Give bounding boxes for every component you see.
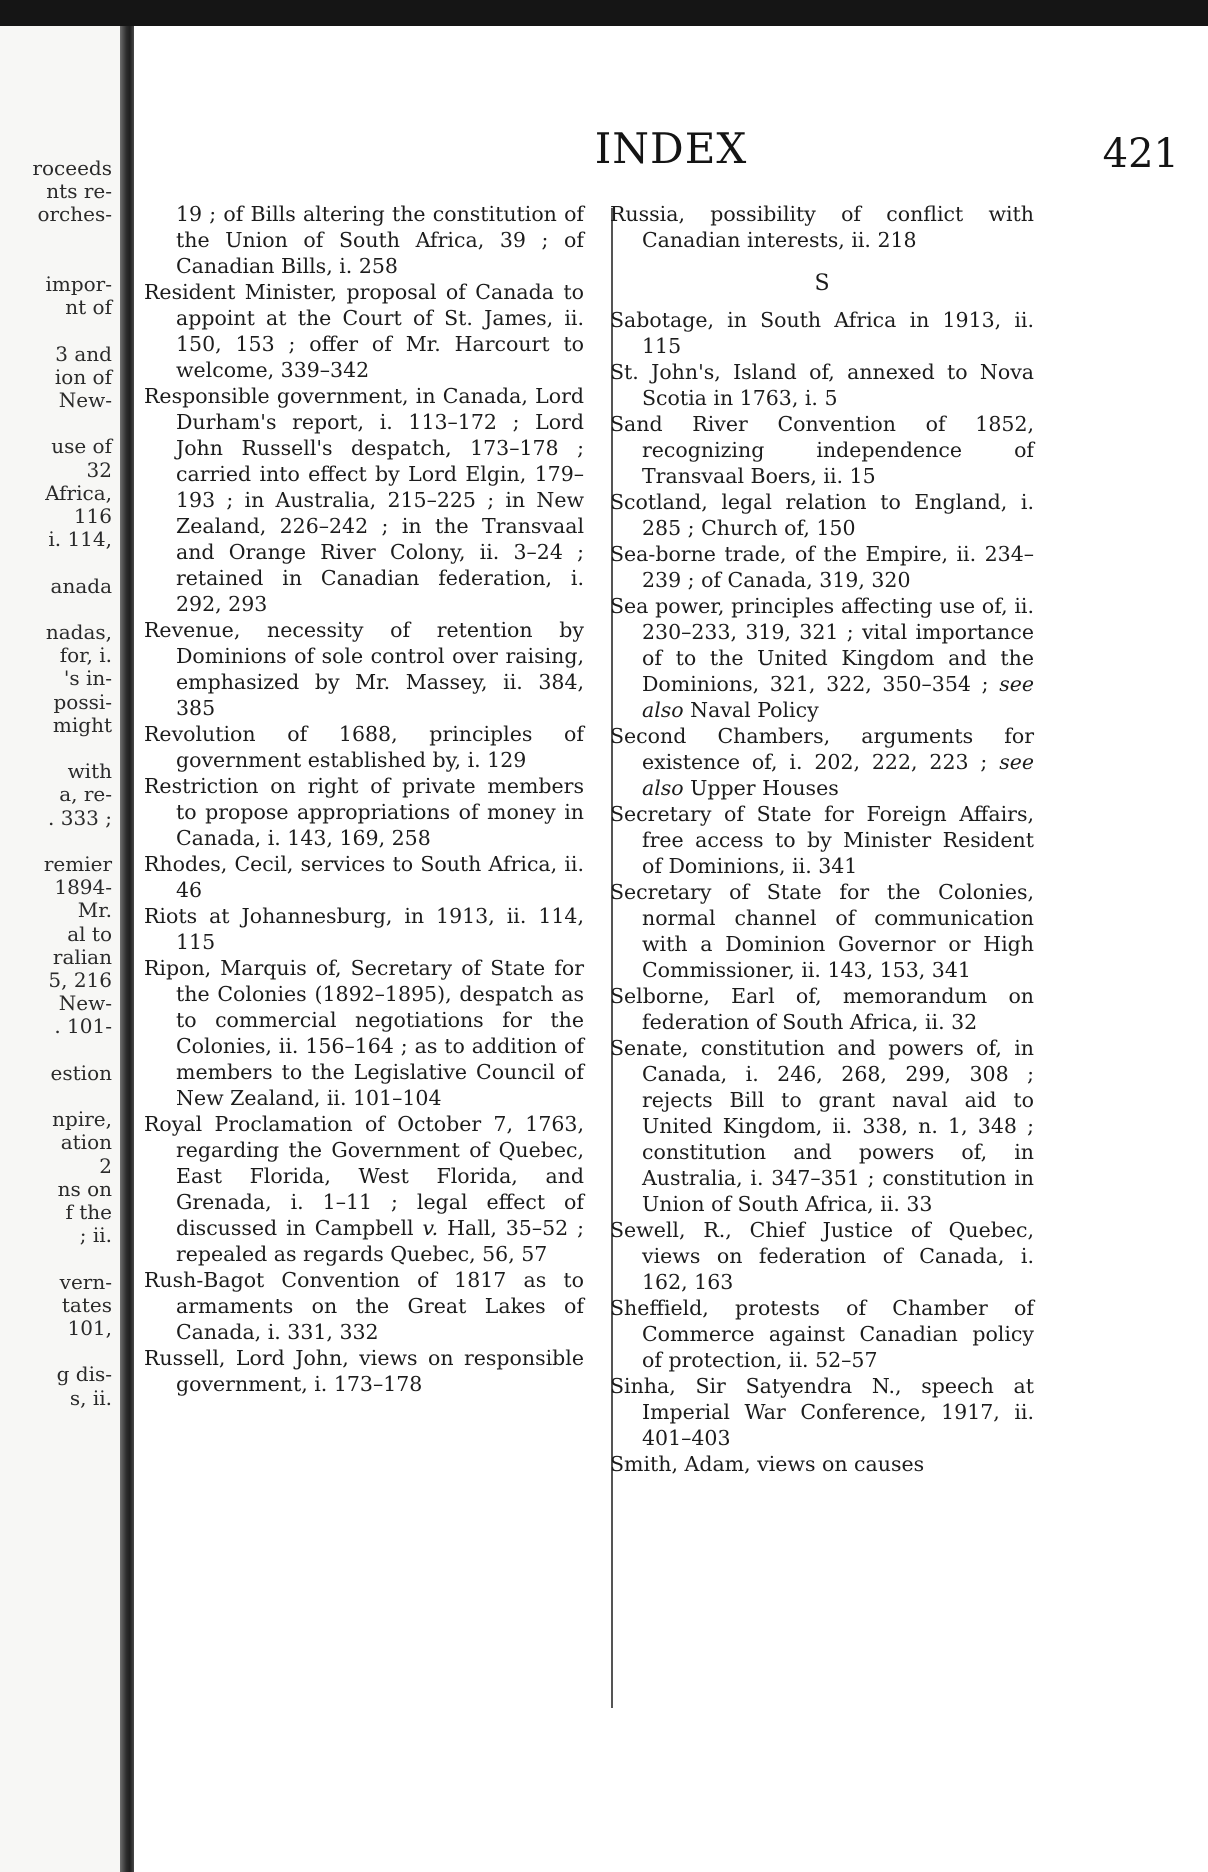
previous-page-fragment: f the xyxy=(65,1200,112,1224)
previous-page-fragment: use of xyxy=(51,434,112,459)
previous-page-fragment: Mr. xyxy=(77,898,112,923)
index-entry: Smith, Adam, views on causes xyxy=(610,1452,925,1476)
previous-page-fragment: ion of xyxy=(54,364,112,389)
previous-page-fragment: New- xyxy=(58,991,112,1016)
previous-page-fragment: remier xyxy=(43,852,112,876)
previous-page-fragment: 101, xyxy=(67,1316,112,1340)
index-column-left xyxy=(144,201,584,1397)
previous-page-fragment: ; ii. xyxy=(79,1223,112,1248)
previous-page-fragment: nadas, xyxy=(45,620,112,644)
index-entry: Sand River Convention of 1852, recognizing independence of Transvaal Boers, ii. 15 xyxy=(610,412,1034,488)
index-entry: Sea power, principles affecting use of, ii. 230–233, 319, 321 ; vital importance of to the United Kingdom and the Dominions, 321, 322, 350–354 ; see also Naval Policy xyxy=(610,594,1034,722)
previous-page-fragment: orches- xyxy=(37,202,112,227)
page-number: 421 xyxy=(1102,131,1179,177)
previous-page-fragment: a, re- xyxy=(59,782,112,807)
previous-page-fragment: npire, xyxy=(52,1107,112,1132)
previous-page-fragment: i. 114, xyxy=(48,527,112,552)
index-entry: Restriction on right of private members to propose appropriations of money in Canada, i. 143, 169, 258 xyxy=(144,774,584,850)
previous-page-edge xyxy=(0,26,126,1872)
previous-page-fragment: roceeds xyxy=(32,156,112,180)
index-entry: Rush-Bagot Convention of 1817 as to armaments on the Great Lakes of Canada, i. 331, 332 xyxy=(144,1268,584,1344)
previous-page-fragment: ns on xyxy=(57,1176,112,1201)
index-entry-continuation: 19 ; of Bills altering the constitution of the Union of South Africa, 39 ; of Canadian Bills, i. 258 xyxy=(176,202,584,278)
previous-page-fragment: impor- xyxy=(45,272,112,296)
index-entry: St. John's, Island of, annexed to Nova Scotia in 1763, i. 5 xyxy=(610,360,1034,410)
previous-page-fragment: nt of xyxy=(65,295,112,320)
previous-page-fragment: 's in- xyxy=(63,666,112,691)
previous-page-fragment: for, i. xyxy=(59,643,112,668)
index-entry: Responsible government, in Canada, Lord Durham's report, i. 113–172 ; Lord John Russell's despatch, 173–178 ; carried into effect by Lord Elgin, 179–193 ; in Australia, 215–225 ; in New Zealand, 226–242 ; in the Transvaal and Orange River Colony, ii. 3–24 ; retained in Canadian federation, i. 292, 293 xyxy=(144,384,584,616)
previous-page-fragment: anada xyxy=(50,573,112,598)
previous-page-fragment: might xyxy=(52,712,112,737)
book-gutter xyxy=(120,26,134,1872)
previous-page-fragment: tates xyxy=(61,1292,112,1317)
previous-page-fragment: 5, 216 xyxy=(48,968,112,992)
index-entry: Sheffield, protests of Chamber of Commerce against Canadian policy of protection, ii. 52–57 xyxy=(610,1296,1034,1372)
previous-page-fragment: g dis- xyxy=(56,1362,112,1387)
index-entry: Secretary of State for the Colonies, normal channel of communication with a Dominion Governor or High Commissioner, ii. 143, 153, 341 xyxy=(610,880,1034,982)
index-entry: Rhodes, Cecil, services to South Africa, ii. 46 xyxy=(144,852,584,902)
previous-page-fragment: al to xyxy=(67,921,112,946)
index-entry: Sea-borne trade, of the Empire, ii. 234–239 ; of Canada, 319, 320 xyxy=(610,542,1034,592)
index-entry: Riots at Johannesburg, in 1913, ii. 114, 115 xyxy=(144,904,584,954)
index-column-right xyxy=(610,201,1034,1477)
previous-page-fragment: 1894- xyxy=(54,875,112,900)
previous-page-fragment: New- xyxy=(58,388,112,412)
previous-page-fragment: possi- xyxy=(53,689,112,714)
index-entry: Sabotage, in South Africa in 1913, ii. 115 xyxy=(610,308,1034,358)
previous-page-fragment: . 101- xyxy=(54,1014,112,1039)
index-entry: Sewell, R., Chief Justice of Quebec, views on federation of Canada, i. 162, 163 xyxy=(610,1218,1034,1294)
previous-page-fragment: s, ii. xyxy=(69,1385,112,1410)
index-entry: Senate, constitution and powers of, in Canada, i. 246, 268, 299, 308 ; rejects Bill to grant naval aid to United Kingdom, ii. 338, n. 1, 348 ; constitution and powers of, in Australia, i. 347–351 ; constitution in Union of South Africa, ii. 33 xyxy=(610,1036,1034,1216)
previous-page-fragment: 32 xyxy=(86,457,112,482)
scan-top-edge xyxy=(0,0,1208,26)
index-entry: Russia, possibility of conflict with Canadian interests, ii. 218 xyxy=(610,202,1034,252)
index-entry: Revenue, necessity of retention by Dominions of sole control over raising, emphasized by Mr. Massey, ii. 384, 385 xyxy=(144,618,584,720)
index-entry: Resident Minister, proposal of Canada to appoint at the Court of St. James, ii. 150, 153 ; offer of Mr. Harcourt to welcome, 339–342 xyxy=(144,280,584,382)
index-entry: Scotland, legal relation to England, i. 285 ; Church of, 150 xyxy=(610,490,1034,540)
index-entry: Secretary of State for Foreign Affairs, free access to by Minister Resident of Dominions, ii. 341 xyxy=(610,802,1034,878)
previous-page-fragment: vern- xyxy=(59,1269,112,1294)
previous-page-fragment: 116 xyxy=(73,504,112,528)
index-entry: Royal Proclamation of October 7, 1763, regarding the Government of Quebec, East Florida, West Florida, and Grenada, i. 1–11 ; legal effect of discussed in Campbell v. Hall, 35–52 ; repealed as regards Quebec, 56, 57 xyxy=(144,1112,585,1266)
previous-page-fragment: estion xyxy=(50,1060,112,1085)
index-entry: Revolution of 1688, principles of government established by, i. 129 xyxy=(144,722,584,772)
page-title: INDEX xyxy=(594,124,748,173)
index-entry: Second Chambers, arguments for existence of, i. 202, 222, 223 ; see also Upper Houses xyxy=(610,724,1034,800)
previous-page-fragment: . 333 ; xyxy=(48,805,112,830)
section-letter: S xyxy=(814,271,830,296)
previous-page-fragment: with xyxy=(67,759,112,784)
index-entry: Russell, Lord John, views on responsible government, i. 173–178 xyxy=(144,1346,584,1396)
index-entry: Sinha, Sir Satyendra N., speech at Imperial War Conference, 1917, ii. 401–403 xyxy=(610,1374,1034,1450)
index-entry: Ripon, Marquis of, Secretary of State for the Colonies (1892–1895), despatch as to commercial negotiations for the Colonies, ii. 156–164 ; as to addition of members to the Legislative Council of New Zealand, ii. 101–104 xyxy=(144,956,584,1110)
previous-page-fragment: 2 xyxy=(99,1153,112,1178)
index-entry: Selborne, Earl of, memorandum on federation of South Africa, ii. 32 xyxy=(610,984,1034,1034)
previous-page-fragment: ralian xyxy=(52,944,112,969)
previous-page-fragment: ation xyxy=(60,1130,112,1155)
previous-page-fragment: Africa, xyxy=(45,480,112,505)
index-page xyxy=(134,26,1208,1872)
previous-page-fragment: 3 and xyxy=(55,341,112,366)
previous-page-fragment: nts re- xyxy=(46,179,112,204)
